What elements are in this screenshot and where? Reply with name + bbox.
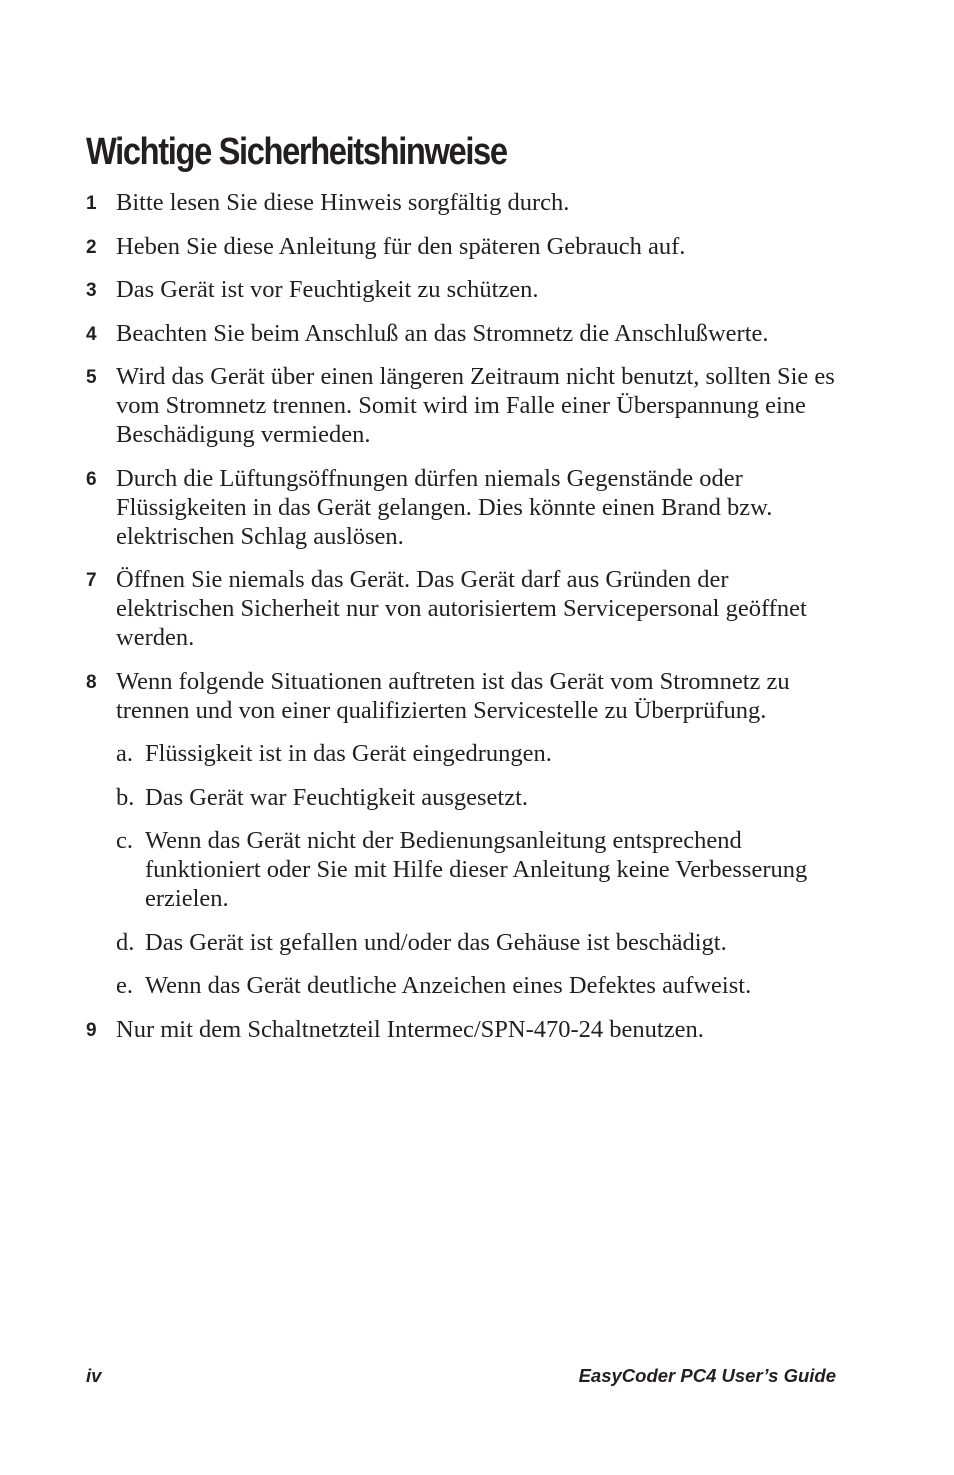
sub-item-letter: d.: [116, 928, 135, 956]
item-text: Das Gerät ist vor Feuchtigkeit zu schützen.: [116, 276, 539, 303]
item-text: Durch die Lüftungsöffnungen dürfen niemals Gegenstände oder Flüssigkeiten in das Gerät gelangen. Dies könnte einen Brand bzw. elektrischen Schlag auslösen.: [116, 464, 773, 550]
item-number: 9: [86, 1019, 97, 1041]
sub-item-letter: b.: [116, 783, 135, 811]
sub-item-letter: a.: [116, 740, 133, 767]
item-text: Öffnen Sie niemals das Gerät. Das Gerät darf aus Gründen der elektrischen Sicherheit nur von autorisiertem Servicepersonal geöffnet werden.: [116, 566, 807, 651]
sub-item-letter: c.: [116, 827, 133, 854]
item-number: 2: [86, 236, 97, 258]
item-number: 1: [86, 193, 97, 214]
page-number: iv: [86, 1365, 102, 1386]
item-number: 8: [86, 671, 97, 693]
list-item: [86, 319, 846, 348]
item-text: Bitte lesen Sie diese Hinweis sorgfältig durch.: [116, 189, 570, 216]
list-item: [86, 275, 846, 304]
sub-list-item: [116, 739, 846, 768]
sub-item-letter: e.: [116, 972, 133, 999]
list-item: [86, 464, 846, 551]
item-text: Beachten Sie beim Anschluß an das Stromnetz die Anschlußwerte.: [116, 319, 769, 347]
sub-item-text: Das Gerät ist gefallen und/oder das Gehäuse ist beschädigt.: [145, 928, 727, 956]
guide-title: EasyCoder PC4 User’s Guide: [578, 1365, 836, 1386]
safety-list: [86, 188, 846, 1058]
list-item: [86, 667, 846, 1001]
list-item: [86, 565, 846, 652]
sub-list-item: [116, 826, 846, 913]
sub-item-text: Flüssigkeit ist in das Gerät eingedrungen.: [145, 740, 552, 767]
item-number: 6: [86, 468, 97, 490]
item-number: 4: [86, 323, 97, 345]
list-item: [86, 1015, 846, 1044]
item-number: 7: [86, 570, 97, 591]
item-number: 3: [86, 280, 97, 301]
sub-item-text: Wenn das Gerät deutliche Anzeichen eines Defektes aufweist.: [145, 972, 752, 999]
sub-list-item: [116, 971, 846, 1000]
sub-list-item: [116, 928, 846, 957]
list-item: [86, 232, 846, 261]
item-text: Nur mit dem Schaltnetzteil Intermec/SPN-470-24 benutzen.: [116, 1015, 704, 1043]
condition-sublist: [116, 739, 846, 1000]
item-text: Heben Sie diese Anleitung für den späteren Gebrauch auf.: [116, 232, 686, 260]
item-text: Wenn folgende Situationen auftreten ist das Gerät vom Stromnetz zu trennen und von einer qualifizierten Servicestelle zu Überprüfung.: [116, 667, 790, 724]
item-number: 5: [86, 367, 97, 388]
sub-item-text: Wenn das Gerät nicht der Bedienungsanleitung entsprechend funktioniert oder Sie mit Hilfe dieser Anleitung keine Verbesserung erzielen.: [145, 827, 808, 912]
list-item: [86, 188, 846, 217]
item-text: Wird das Gerät über einen längeren Zeitraum nicht benutzt, sollten Sie es vom Stromnetz trennen. Somit wird im Falle einer Überspannung eine Beschädigung vermieden.: [116, 363, 835, 448]
page-title: Wichtige Sicherheitshinweise: [86, 131, 507, 173]
list-item: [86, 362, 846, 449]
sub-list-item: [116, 783, 846, 812]
sub-item-text: Das Gerät war Feuchtigkeit ausgesetzt.: [145, 783, 529, 811]
